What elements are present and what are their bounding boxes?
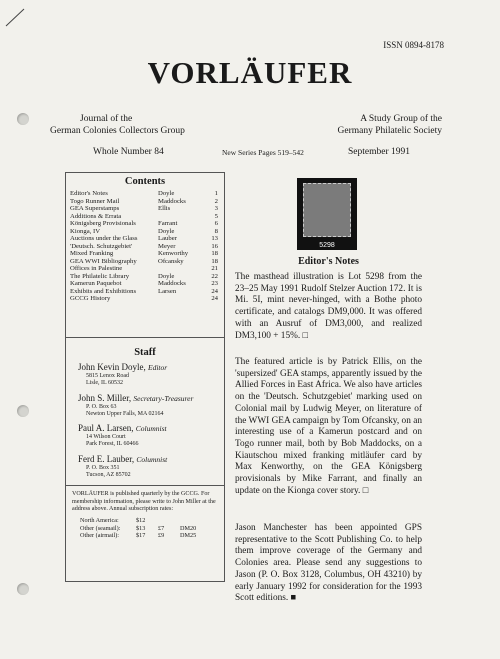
- contents-item-title: Togo Runner Mail: [70, 197, 120, 205]
- contents-item-title: Kamerun Paquebot: [70, 280, 122, 287]
- contents-item-author: [158, 265, 202, 273]
- contents-item: [70, 273, 220, 281]
- rate-row: [80, 525, 218, 533]
- contents-item: [70, 295, 220, 303]
- staff-role: Secretary-Treasurer: [133, 393, 194, 403]
- contents-item-author: Meyer: [158, 242, 176, 250]
- contents-item: [70, 220, 220, 228]
- contents-item-title: GEA Superstamps: [70, 205, 120, 212]
- staff-address-line: P. O. Box 63: [86, 403, 117, 410]
- staff-list: [66, 362, 224, 479]
- study-group-subtitle: [338, 113, 442, 137]
- contents-item-title: Königsberg Provisionals: [70, 220, 136, 227]
- contents-item-title: Offices in Palestine: [70, 265, 123, 272]
- contents-item-title: Additions & Errata: [70, 212, 122, 220]
- rate-row: [80, 532, 218, 540]
- contents-item-page: 18: [211, 257, 218, 265]
- contents-item-page: 23: [211, 280, 218, 287]
- contents-title: Contents: [124, 176, 166, 187]
- contents-item-author: Doyle: [158, 227, 175, 235]
- contents-item-page: 24: [211, 287, 218, 295]
- contents-item-author: [158, 213, 202, 221]
- staff-member: [66, 454, 224, 480]
- rate-label: North America:: [80, 517, 119, 525]
- staff-name: Paul A. Larsen,: [78, 423, 134, 434]
- contents-item-title: Kionga, IV: [70, 227, 101, 235]
- contents-item-author: Ellis: [158, 205, 171, 212]
- new-series-pages: New Series Pages 519–542: [222, 148, 304, 157]
- rate-label: Other (airmail):: [80, 532, 119, 540]
- contents-item-author: Doyle: [158, 272, 175, 280]
- staff-name: John Kevin Doyle,: [78, 362, 146, 372]
- contents-item: [70, 250, 220, 258]
- contents-item-title: The Philatelic Library: [70, 272, 130, 280]
- whole-number: Whole Number 84: [93, 147, 164, 157]
- contents-box: [65, 172, 225, 338]
- group-name: German Colonies Collectors Group: [50, 126, 185, 136]
- contents-item: [70, 205, 220, 213]
- contents-item-page: 22: [211, 272, 218, 280]
- editors-notes-heading: Editor's Notes: [298, 256, 359, 267]
- contents-item: [70, 213, 220, 221]
- subscription-text: VORLÄUFER is published quarterly by the GCCG. For membership information, please write to John Miller at the address above. Annual subscription rates:: [72, 491, 216, 512]
- staff-address-line: 5815 Lenox Road: [86, 373, 129, 379]
- issn: ISSN 0894-8178: [383, 40, 444, 50]
- contents-item: [70, 235, 220, 243]
- binder-hole-bottom: [17, 583, 29, 595]
- subscription-note: [66, 485, 224, 540]
- binder-hole-middle: [17, 405, 29, 417]
- staff-name: Ferd E. Lauber,: [78, 453, 135, 464]
- rate-usd: $12: [136, 517, 146, 525]
- rate-gbp: £9: [158, 532, 165, 540]
- contents-item-author: Maddocks: [158, 197, 186, 205]
- subscription-rates: [72, 517, 218, 540]
- contents-item: [70, 288, 220, 296]
- contents-item-page: 8: [214, 227, 218, 235]
- staff-address-line: Newton Upper Falls, MA 02164: [86, 410, 164, 417]
- staff-role: Columnist: [135, 424, 167, 434]
- contents-item-author: Farrant: [158, 220, 178, 227]
- contents-item: [70, 198, 220, 206]
- contents-item-author: Lauber: [158, 235, 177, 242]
- staff-title: Staff: [134, 347, 156, 358]
- contents-item: [70, 228, 220, 236]
- contents-item-page: 1: [214, 190, 218, 197]
- contents-item-title: 'Deutsch. Schutzgebiet': [70, 242, 133, 250]
- rate-row: [80, 517, 218, 525]
- rate-label: Other (seamail):: [80, 524, 121, 532]
- masthead-illustration: [297, 178, 357, 250]
- rate-gbp: [158, 517, 180, 525]
- staff-address-line: Tucson, AZ 85702: [86, 472, 131, 479]
- society-name: Germany Philatelic Society: [337, 126, 442, 136]
- staff-address-line: P. O. Box 351: [86, 464, 120, 471]
- lot-number: 5298: [319, 242, 335, 249]
- contents-item-title: GEA WWI Bibliography: [70, 257, 137, 265]
- rate-dm: [180, 517, 202, 525]
- contents-item-author: Doyle: [158, 190, 175, 197]
- journal-of-line: Journal of the: [80, 114, 133, 124]
- contents-item-page: 6: [214, 220, 218, 227]
- contents-item: [70, 190, 220, 198]
- contents-item-title: Auctions under the Glass: [70, 235, 138, 242]
- contents-item-author: Kenworthy: [158, 250, 189, 257]
- contents-item-author: [158, 295, 202, 303]
- contents-item-page: 3: [214, 205, 218, 212]
- masthead-title: VORLÄUFER: [147, 55, 353, 90]
- contents-item: [70, 243, 220, 251]
- rate-dm: DM20: [180, 524, 197, 532]
- contents-item-author: Maddocks: [158, 280, 186, 287]
- rate-usd: $13: [136, 524, 146, 532]
- contents-item-title: Exhibits and Exhibitions: [70, 287, 137, 295]
- contents-item-page: 18: [211, 250, 218, 257]
- contents-item-page: 2: [214, 197, 218, 205]
- contents-item-page: 21: [211, 265, 218, 272]
- contents-item-page: 24: [211, 295, 218, 302]
- staff-member: [66, 423, 224, 449]
- pen-mark: [4, 6, 26, 28]
- rate-usd: $17: [136, 532, 146, 540]
- staff-address-line: Park Forest, IL 60466: [86, 441, 139, 448]
- rate-dm: DM25: [180, 532, 197, 540]
- contents-item-author: Larsen: [158, 287, 177, 295]
- contents-item-author: Ofcansky: [158, 257, 184, 265]
- contents-item-page: 13: [211, 235, 218, 242]
- stamp-image: [303, 183, 351, 237]
- staff-role: Columnist: [136, 454, 168, 464]
- staff-address-line: 14 Wilson Court: [86, 434, 126, 441]
- binder-hole-top: [17, 113, 29, 125]
- contents-item-title: Editor's Notes: [70, 190, 108, 197]
- staff-box: [65, 337, 225, 582]
- rate-gbp: £7: [158, 524, 165, 532]
- staff-address-line: Lisle, IL 60532: [86, 380, 123, 387]
- contents-list: [66, 190, 224, 303]
- staff-member: [66, 393, 224, 419]
- editors-notes-paragraph: Jason Manchester has been appointed GPS representative to the Scott Publishing Co. to help them improve coverage of the Germany and Colonies area. Please send any suggestions to Jason (P. O. Box 3128, Columbus, OH 43210) by early January 1992 for consideration for the 1993 Scott editions. ■: [235, 523, 422, 604]
- staff-role: Editor: [148, 363, 168, 372]
- contents-item: [70, 280, 220, 288]
- editors-notes-paragraph: The masthead illustration is Lot 5298 from the 23–25 May 1991 Rudolf Stelzer Auction 172. It is Mi. 5I, mint never-hinged, with a Bothe photo certificate, and catalogs DM9,000. It was offered with an Ausruf of DM3,000, and realized DM3,100 + 15%. □: [235, 272, 422, 341]
- contents-item: [70, 258, 220, 266]
- journal-subtitle: [50, 113, 185, 137]
- contents-item-page: 16: [211, 242, 218, 250]
- contents-item-page: 5: [214, 212, 218, 220]
- staff-name: John S. Miller,: [78, 392, 132, 403]
- study-group-line: A Study Group of the: [360, 114, 442, 124]
- editors-notes-paragraph: The featured article is by Patrick Ellis, on the 'supersized' GEA stamps, apparently issued by the Allied Forces in East Africa. We also have articles on the 'Deutsch. Schutzgebiet' marking used on Colonial mail by Ludwig Meyer, on literature of the WWI GEA campaign by Tom Ofcansky, on an interesting use of a Kamerun postcard and on Togo runner mail, both by Bob Maddocks, on a Kiautschou mixed franking mitläufer card by Max Kenworthy, on the GEA Königsberg provisionals by Mike Farrant, and finally an update on the Kionga cover story. □: [235, 357, 422, 496]
- contents-item: [70, 265, 220, 273]
- staff-member: [66, 362, 224, 388]
- issue-date: September 1991: [348, 147, 411, 157]
- contents-item-title: GCCG History: [70, 295, 111, 302]
- contents-item-title: Mixed Franking: [70, 250, 114, 257]
